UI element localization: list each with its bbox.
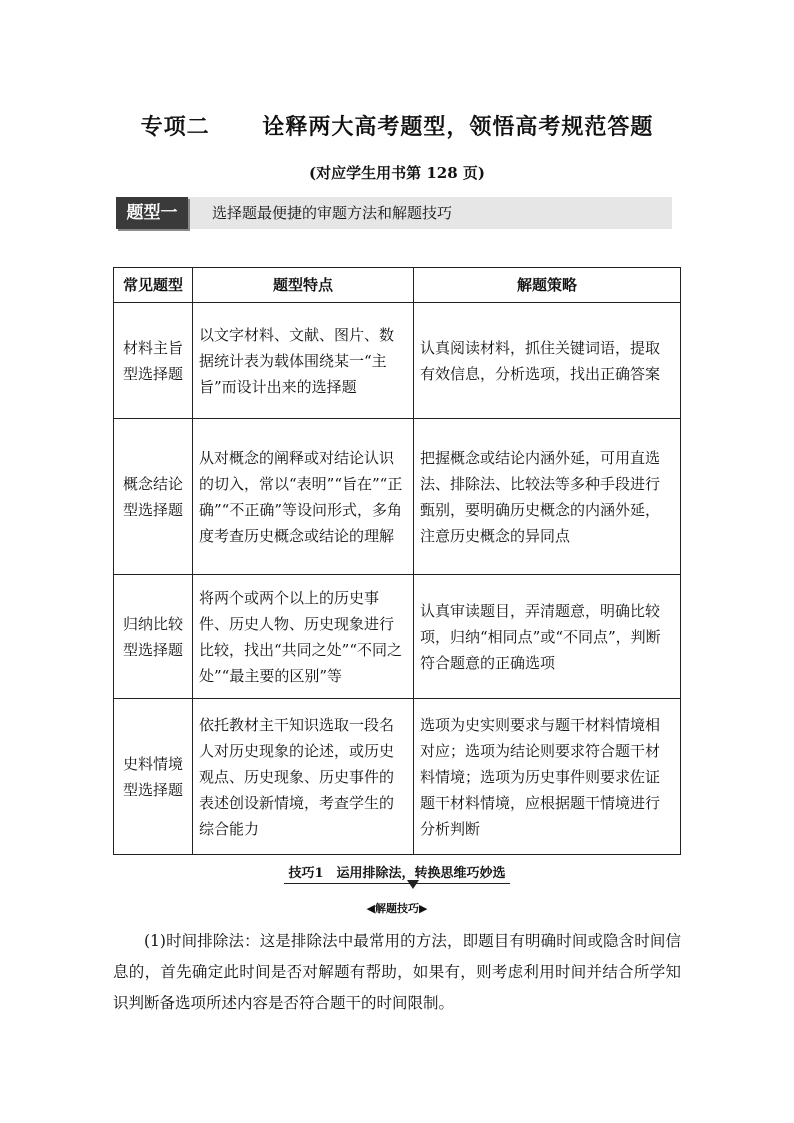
section-header (116, 197, 672, 229)
table-row (114, 575, 681, 699)
cell-strategy: 认真阅读材料，抓住关键词语，提取有效信息，分析选项，找出正确答案 (414, 303, 681, 419)
cell-strategy: 选项为史实则要求与题干材料情境相对应；选项为结论则要求符合题干材料情境；选项为历史事件则要求佐证题干材料情境，应根据题干情境进行分析判断 (414, 699, 681, 855)
section-tag: 题型一 (116, 197, 188, 229)
header-strategy: 解题策略 (414, 268, 681, 303)
title-part-2: 诠释两大高考题型，领悟高考规范答题 (262, 115, 654, 140)
cell-feature: 将两个或两个以上的历史事件、历史人物、历史现象进行比较，找出“共同之处”“不同之处”“最主要的区别”等 (193, 575, 414, 699)
page-subtitle: (对应学生用书第 128 页) (309, 164, 485, 182)
down-arrow-icon (407, 880, 419, 889)
table-row (114, 303, 681, 419)
header-type: 常见题型 (114, 268, 193, 303)
header-feature: 题型特点 (193, 268, 414, 303)
table-row (114, 699, 681, 855)
cell-type: 材料主旨型选择题 (114, 303, 193, 419)
cell-strategy: 认真审读题目，弄清题意，明确比较项，归纳“相同点”或“不同点”，判断符合题意的正确选项 (414, 575, 681, 699)
page-title (0, 110, 794, 141)
cell-feature: 依托教材主干知识选取一段名人对历史现象的论述，或历史观点、历史现象、历史事件的表述创设新情境，考查学生的综合能力 (193, 699, 414, 855)
cell-strategy: 把握概念或结论内涵外延，可用直选法、排除法、比较法等多种手段进行甄别，要明确历史概念的内涵外延，注意历史概念的异同点 (414, 419, 681, 575)
table-header-row (114, 268, 681, 303)
tip-subtitle: ◀解题技巧▶ (366, 902, 428, 915)
question-type-table (113, 267, 681, 855)
table-row (114, 419, 681, 575)
cell-type: 史料情境型选择题 (114, 699, 193, 855)
section-title: 选择题最便捷的审题方法和解题技巧 (212, 204, 453, 222)
cell-feature: 从对概念的阐释或对结论认识的切入，常以“表明”“旨在”“正确”“不正确”等设问形式，多角度考查历史概念或结论的理解 (193, 419, 414, 575)
body-paragraph: (1)时间排除法：这是排除法中最常用的方法，即题目有明确时间或隐含时间信息的，首先确定此时间是否对解题有帮助，如果有，则考虑利用时间并结合所学知识判断备选项所述内容是否符合题干的时间限制。 (113, 932, 681, 1012)
cell-feature: 以文字材料、文献、图片、数据统计表为载体围绕某一“主旨”而设计出来的选择题 (193, 303, 414, 419)
tip-title-text: 技巧1 运用排除法，转换思维巧妙选 (284, 862, 509, 884)
title-part-1: 专项二 (140, 115, 210, 140)
cell-type: 归纳比较型选择题 (114, 575, 193, 699)
tip-title (0, 862, 794, 884)
cell-type: 概念结论型选择题 (114, 419, 193, 575)
